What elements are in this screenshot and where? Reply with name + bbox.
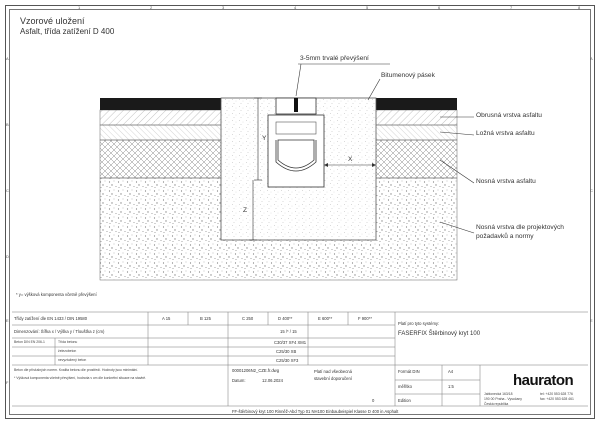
grid-row-e: E — [6, 318, 9, 323]
row-a-sub: Třída betonu — [58, 340, 78, 344]
footer-description: FF-štěrbinový kryt 100 Rinněž-Abd Typ 01 NH100 Einbaubeispiel Klasse D 400 in Asphalt — [232, 409, 399, 414]
load-class-d400: D 400** — [278, 316, 293, 321]
load-class-f900: F 900** — [358, 316, 372, 321]
company-phone: tel: +420 553 628 776 — [540, 392, 573, 396]
footnote: * y= výšková komponenta včetně převýšení — [16, 292, 97, 297]
edition: Edition — [398, 398, 411, 403]
dimension-z: Z — [243, 207, 248, 214]
grid-row-a-right: A — [590, 56, 593, 61]
notes-line1: Beton dle příslušných norem. Kvalita betonu dle prostředí. Hodnoty jsou minimální. — [14, 368, 139, 372]
grid-col-3: 3 — [222, 5, 225, 10]
classes-header: Třídy zatížení dle EN 1433 / DIN 19580 — [14, 316, 88, 321]
grid-col-7: 7 — [510, 5, 513, 10]
company-logo: hauraton — [513, 372, 574, 389]
grid-row-d: D — [6, 254, 9, 259]
suitable-for-label: Platí pro tyto systémy: — [398, 321, 440, 326]
grid-col-1: 1 — [78, 5, 81, 10]
grid-col-8: 8 — [578, 5, 581, 10]
label-base-layer-line2: požadavků a normy — [476, 233, 534, 240]
valid-text-line1: Platí nad všeobecná — [314, 369, 352, 374]
concrete-d400-value: 15 /* / 15 — [280, 329, 297, 334]
row-a-value: C30/37 XF4 XM1 — [274, 340, 307, 345]
label-permanent-sinking: 3-5mm trvalé převýšení — [300, 55, 369, 62]
grid-col-6: 6 — [438, 5, 441, 10]
grid-col-4: 4 — [294, 5, 297, 10]
company-fax: fax: +420 553 628 461 — [540, 397, 574, 401]
load-class-e600: E 600** — [318, 316, 333, 321]
grid-col-2: 2 — [150, 5, 153, 10]
row-c-value: C25/30 XF3 — [276, 358, 299, 363]
label-wearing-course: Obrusná vrstva asfaltu — [476, 112, 542, 119]
grid-row-b: B — [6, 122, 9, 127]
product-name: FASERFIX Štěrbinový kryt 100 — [398, 331, 481, 337]
row-b-label: železobeton — [58, 349, 77, 353]
label-binder-course: Ložná vrstva asfaltu — [476, 130, 535, 137]
revision: 0 — [372, 398, 375, 403]
row-c-label: nevyztužený beton — [58, 358, 87, 362]
scale-label: měřítko — [398, 384, 412, 389]
company-address-1: Jablonecká 163/18 — [484, 392, 513, 396]
drawing-subtitle: Asfalt, třída zatížení D 400 — [20, 27, 115, 36]
valid-text-line2: stavební doporučení — [314, 376, 352, 381]
concrete-row-label: Dimenzování: Šířka x / Výška y / Tloušťka z (cm) — [14, 329, 105, 334]
drawing-number: 00001206N2_CZE.fr.dwg — [232, 368, 280, 373]
format-label: Formát DIN — [398, 369, 420, 374]
company-address-2: 190 00 Praha - Vysočany — [484, 397, 522, 401]
load-class-c250: C 250 — [242, 316, 254, 321]
row-b-value: C25/30 XB — [276, 349, 297, 354]
scale-value: 1:5 — [448, 384, 454, 389]
load-class-b125: B 125 — [200, 316, 211, 321]
label-bitumen-strip: Bitumenový pásek — [381, 72, 435, 79]
grid-row-e-right: E — [590, 318, 593, 323]
date-value: 12.06.2024 — [262, 378, 283, 383]
date-label: Datum: — [232, 378, 246, 383]
dimension-x: X — [348, 156, 353, 163]
grid-row-f: F — [6, 380, 9, 385]
grid-row-c: C — [6, 188, 9, 193]
drawing-title: Vzorové uložení — [20, 16, 85, 26]
label-base-layer-line1: Nosná vrstva dle projektových — [476, 224, 564, 231]
company-address-3: Česká republika — [484, 402, 509, 406]
grid-col-5: 5 — [366, 5, 369, 10]
dimension-y: Y — [262, 135, 267, 142]
grid-row-a: A — [6, 56, 9, 61]
row-a-label: Beton DIN EN 206-1 — [14, 340, 45, 344]
load-class-a15: A 15 — [162, 316, 171, 321]
notes-line2: * Výšková komponenta včetně převýšení, hodnota v cm dle konkrétní situace na stavbě. — [14, 376, 147, 380]
format-value: A4 — [448, 369, 454, 374]
label-asphalt-base: Nosná vrstva asfaltu — [476, 178, 536, 185]
grid-row-c-right: C — [590, 188, 593, 193]
